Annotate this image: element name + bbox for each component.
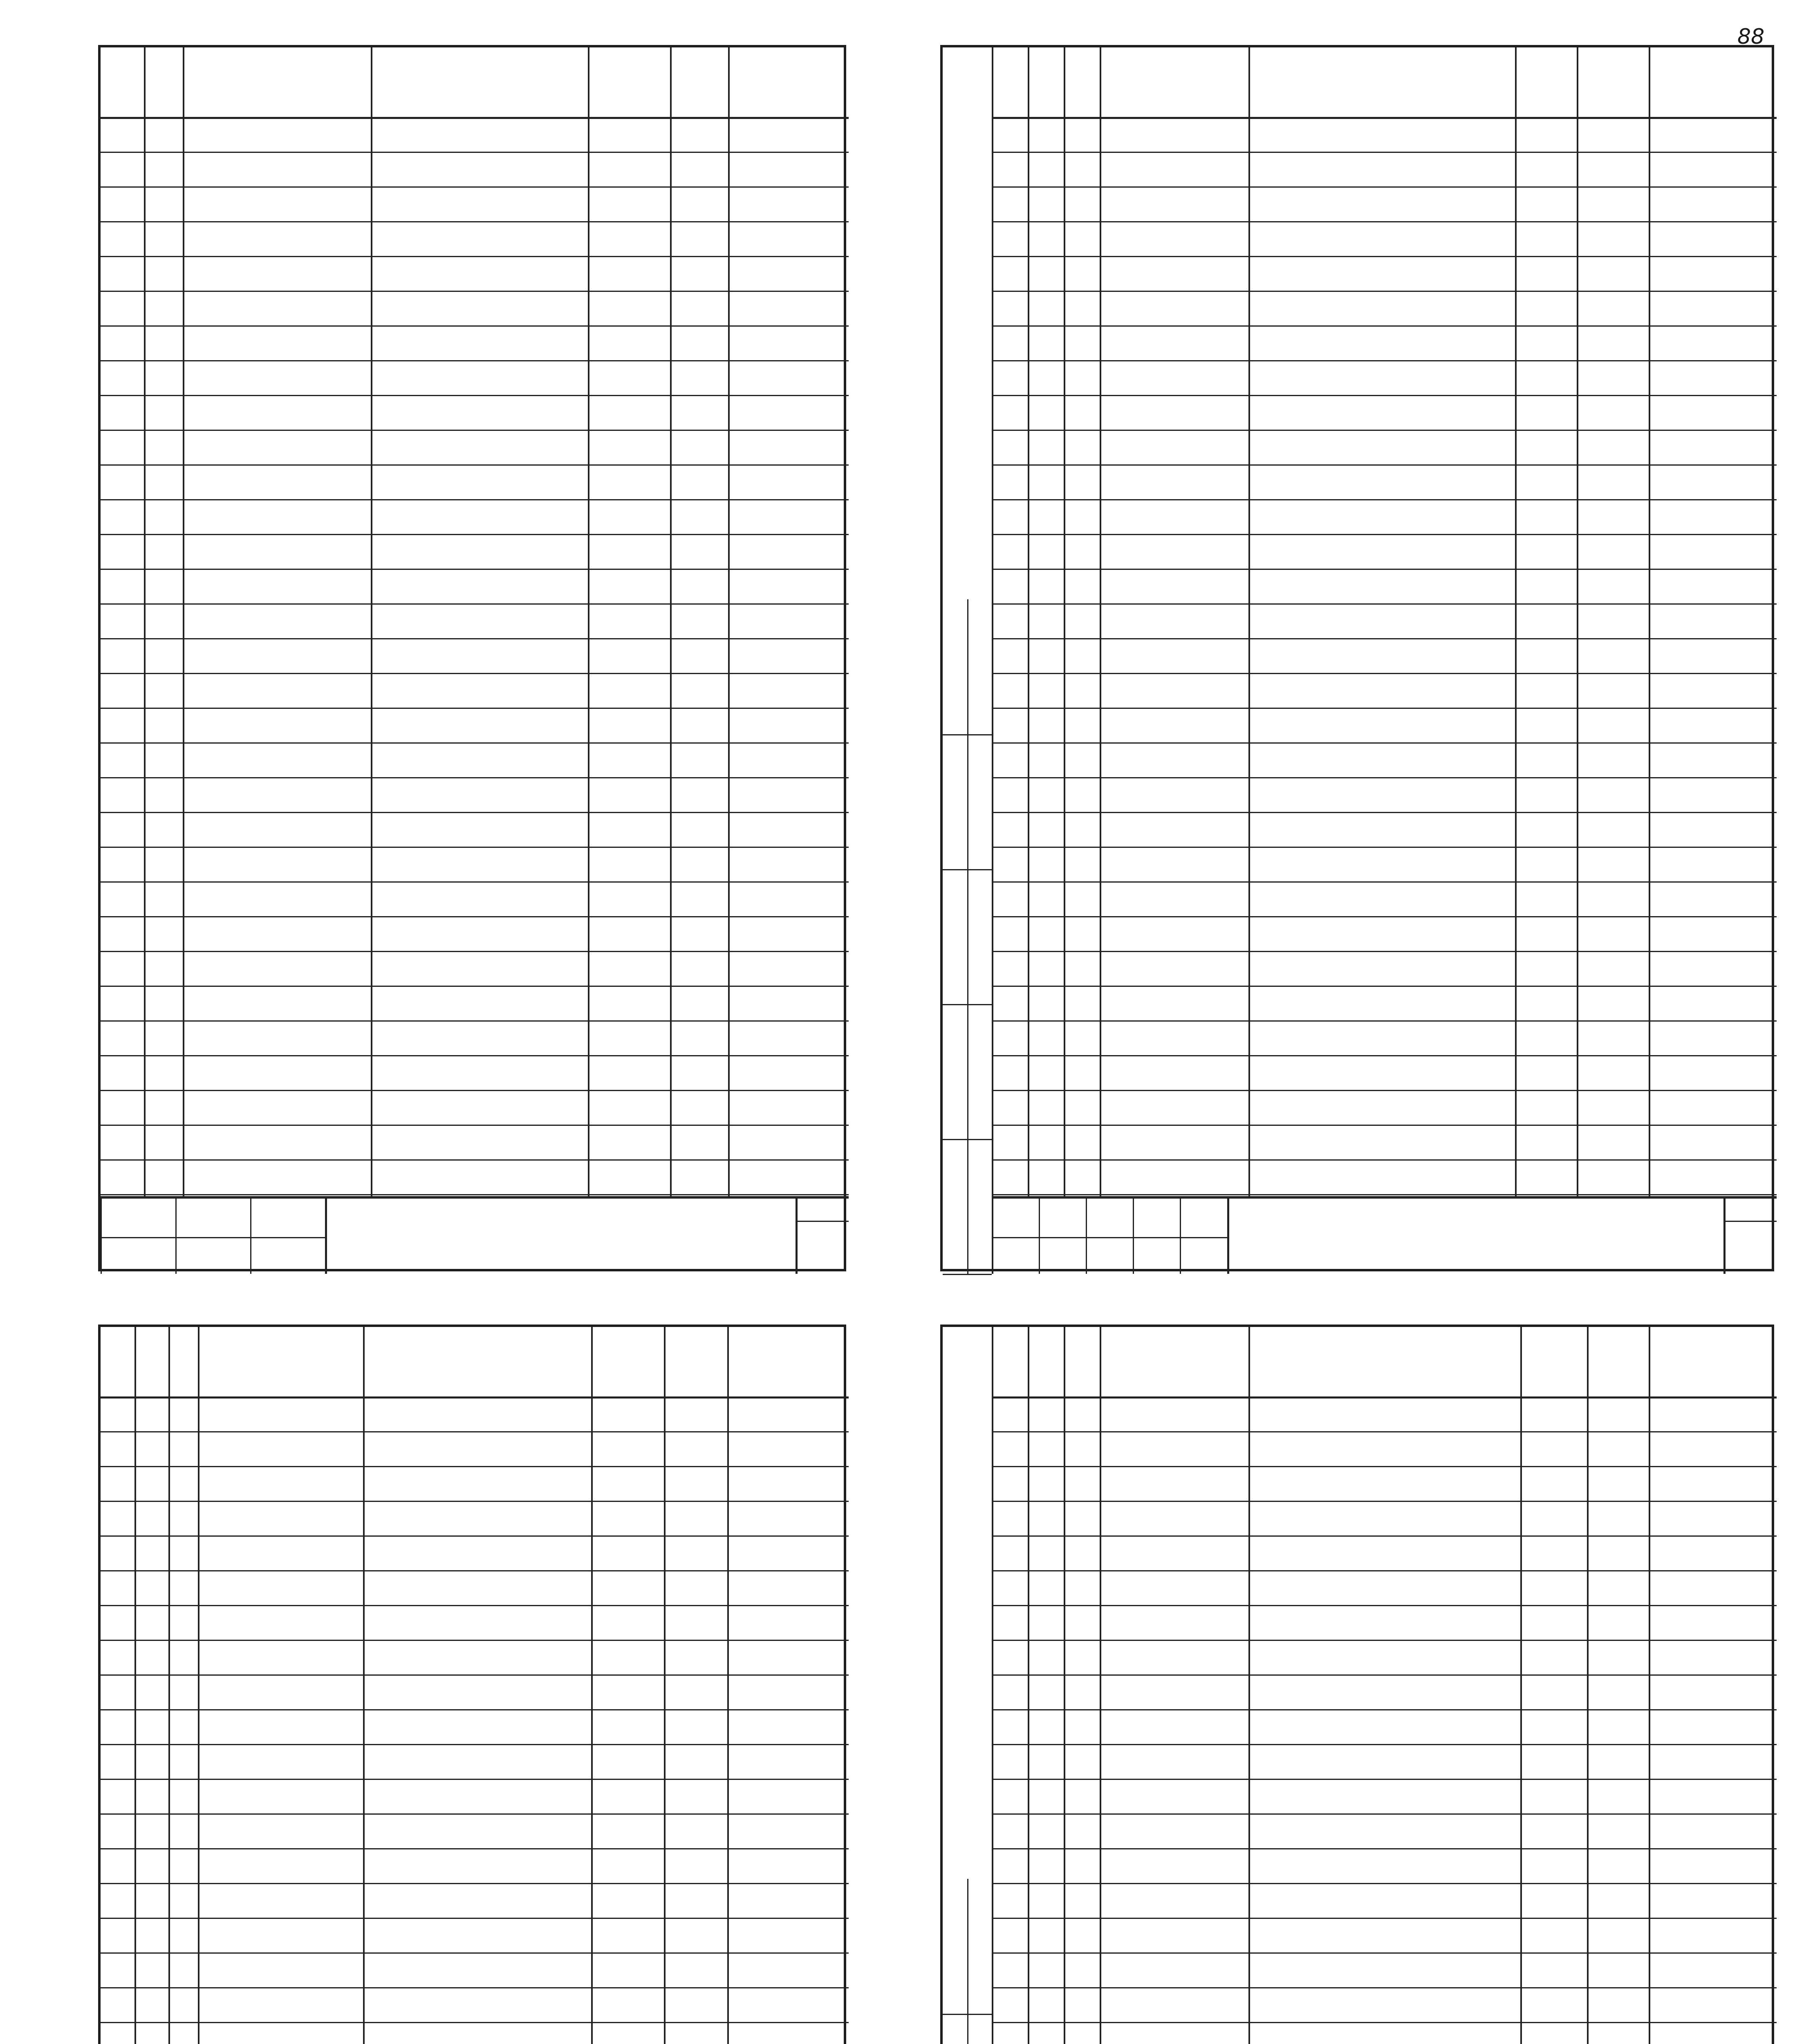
row-line bbox=[992, 708, 1777, 709]
row-line bbox=[101, 499, 849, 500]
row-line bbox=[992, 1848, 1777, 1849]
stamp-row bbox=[796, 1221, 849, 1222]
stamp-div bbox=[796, 1196, 798, 1274]
column-line bbox=[670, 47, 672, 1196]
row-line bbox=[992, 742, 1777, 744]
row-line bbox=[992, 1779, 1777, 1780]
row-line bbox=[992, 1918, 1777, 1919]
row-line bbox=[992, 812, 1777, 813]
column-line bbox=[1064, 1327, 1065, 2044]
stamp-div bbox=[1227, 1196, 1229, 1274]
row-line bbox=[992, 777, 1777, 778]
side-seg-line bbox=[943, 1139, 992, 1140]
row-line bbox=[992, 2022, 1777, 2023]
row-line bbox=[101, 1194, 849, 1195]
row-line bbox=[992, 152, 1777, 153]
row-line bbox=[101, 1709, 849, 1710]
row-line bbox=[992, 1194, 1777, 1195]
row-line bbox=[101, 708, 849, 709]
column-line bbox=[588, 47, 589, 1196]
row-line bbox=[101, 1466, 849, 1467]
row-line bbox=[992, 256, 1777, 257]
sheet-bottom-left bbox=[98, 1325, 846, 2044]
row-line bbox=[101, 1640, 849, 1641]
header-divider bbox=[101, 1396, 849, 1399]
column-line bbox=[144, 47, 146, 1196]
column-line bbox=[134, 1327, 136, 2044]
row-line bbox=[101, 256, 849, 257]
column-line bbox=[727, 1327, 729, 2044]
column-line bbox=[1100, 47, 1101, 1196]
row-line bbox=[992, 881, 1777, 883]
row-line bbox=[992, 1431, 1777, 1432]
stamp-row bbox=[992, 1237, 1227, 1238]
row-line bbox=[992, 951, 1777, 952]
row-line bbox=[101, 152, 849, 153]
sheet-top-left bbox=[98, 45, 846, 1271]
row-line bbox=[101, 430, 849, 431]
sheet-top-right bbox=[940, 45, 1774, 1271]
side-strip-border bbox=[992, 1327, 993, 2044]
row-line bbox=[101, 464, 849, 466]
row-line bbox=[101, 777, 849, 778]
row-line bbox=[101, 812, 849, 813]
side-strip-divider bbox=[967, 599, 968, 1274]
row-line bbox=[992, 395, 1777, 396]
row-line bbox=[101, 638, 849, 639]
row-line bbox=[101, 325, 849, 327]
stamp-border bbox=[101, 1196, 849, 1199]
row-line bbox=[992, 1709, 1777, 1710]
row-line bbox=[992, 291, 1777, 292]
row-line bbox=[101, 1918, 849, 1919]
row-line bbox=[992, 325, 1777, 327]
header-divider bbox=[992, 117, 1777, 119]
side-seg-line bbox=[943, 2014, 992, 2015]
column-line bbox=[1515, 47, 1517, 1196]
column-line bbox=[1649, 1327, 1650, 2044]
sheet-bottom-right bbox=[940, 1325, 1774, 2044]
row-line bbox=[992, 1570, 1777, 1571]
row-line bbox=[992, 430, 1777, 431]
stamp-div bbox=[1723, 1196, 1726, 1274]
row-line bbox=[992, 186, 1777, 188]
row-line bbox=[101, 1125, 849, 1126]
stamp-border bbox=[992, 1196, 1777, 1199]
header-divider bbox=[101, 117, 849, 119]
column-line bbox=[183, 47, 184, 1196]
row-line bbox=[992, 221, 1777, 222]
row-line bbox=[101, 1055, 849, 1056]
column-line bbox=[168, 1327, 170, 2044]
row-line bbox=[992, 1535, 1777, 1537]
column-line bbox=[1064, 47, 1065, 1196]
stamp-col bbox=[175, 1196, 177, 1274]
row-line bbox=[101, 1779, 849, 1780]
row-line bbox=[101, 1813, 849, 1815]
row-line bbox=[992, 499, 1777, 500]
row-line bbox=[992, 360, 1777, 361]
column-line bbox=[1100, 1327, 1101, 2044]
row-line bbox=[101, 1501, 849, 1502]
row-line bbox=[992, 1466, 1777, 1467]
row-line bbox=[101, 1987, 849, 1988]
stamp-col bbox=[1086, 1196, 1087, 1274]
side-strip-border bbox=[992, 47, 993, 1274]
row-line bbox=[101, 1570, 849, 1571]
column-line bbox=[1649, 47, 1650, 1196]
column-line bbox=[1248, 47, 1250, 1196]
column-line bbox=[591, 1327, 593, 2044]
row-line bbox=[992, 1605, 1777, 1606]
stamp-col bbox=[1180, 1196, 1181, 1274]
row-line bbox=[101, 603, 849, 605]
row-line bbox=[101, 847, 849, 848]
row-line bbox=[101, 534, 849, 535]
stamp-col bbox=[992, 1196, 993, 1274]
column-line bbox=[371, 47, 372, 1196]
header-divider bbox=[992, 1396, 1777, 1399]
row-line bbox=[992, 1640, 1777, 1641]
row-line bbox=[992, 1674, 1777, 1676]
stamp-col bbox=[101, 1196, 102, 1274]
row-line bbox=[101, 673, 849, 674]
row-line bbox=[992, 1501, 1777, 1502]
row-line bbox=[101, 881, 849, 883]
column-line bbox=[1248, 1327, 1250, 2044]
column-line bbox=[1577, 47, 1578, 1196]
row-line bbox=[101, 1090, 849, 1091]
row-line bbox=[992, 1090, 1777, 1091]
row-line bbox=[992, 1020, 1777, 1022]
row-line bbox=[101, 951, 849, 952]
row-line bbox=[101, 1020, 849, 1022]
stamp-row bbox=[1723, 1221, 1777, 1222]
stamp-row bbox=[101, 1237, 325, 1238]
row-line bbox=[992, 1813, 1777, 1815]
column-line bbox=[363, 1327, 365, 2044]
row-line bbox=[101, 1952, 849, 1954]
stamp-col bbox=[250, 1196, 251, 1274]
row-line bbox=[992, 1883, 1777, 1884]
stamp-div bbox=[325, 1196, 327, 1274]
row-line bbox=[101, 221, 849, 222]
row-line bbox=[101, 986, 849, 987]
row-line bbox=[101, 1431, 849, 1432]
row-line bbox=[992, 1952, 1777, 1954]
row-line bbox=[992, 916, 1777, 917]
stamp-col bbox=[1133, 1196, 1134, 1274]
row-line bbox=[992, 673, 1777, 674]
row-line bbox=[101, 1159, 849, 1161]
row-line bbox=[101, 916, 849, 917]
row-line bbox=[992, 464, 1777, 466]
stamp-col bbox=[1039, 1196, 1040, 1274]
column-line bbox=[198, 1327, 199, 2044]
row-line bbox=[992, 847, 1777, 848]
side-seg-line bbox=[943, 869, 992, 870]
column-line bbox=[728, 47, 730, 1196]
row-line bbox=[992, 1987, 1777, 1988]
row-line bbox=[992, 603, 1777, 605]
row-line bbox=[101, 186, 849, 188]
row-line bbox=[992, 569, 1777, 570]
row-line bbox=[101, 395, 849, 396]
row-line bbox=[101, 742, 849, 744]
row-line bbox=[101, 1674, 849, 1676]
column-line bbox=[1520, 1327, 1522, 2044]
row-line bbox=[101, 1883, 849, 1884]
row-line bbox=[101, 1535, 849, 1537]
row-line bbox=[992, 1055, 1777, 1056]
row-line bbox=[992, 1159, 1777, 1161]
row-line bbox=[992, 534, 1777, 535]
row-line bbox=[101, 291, 849, 292]
row-line bbox=[992, 986, 1777, 987]
column-line bbox=[1028, 1327, 1029, 2044]
row-line bbox=[101, 1848, 849, 1849]
row-line bbox=[992, 638, 1777, 639]
side-seg-line bbox=[943, 734, 992, 735]
row-line bbox=[101, 2022, 849, 2023]
row-line bbox=[101, 1605, 849, 1606]
column-line bbox=[664, 1327, 666, 2044]
row-line bbox=[101, 360, 849, 361]
row-line bbox=[992, 1744, 1777, 1745]
page-number: 88 bbox=[1737, 25, 1765, 49]
row-line bbox=[101, 1744, 849, 1745]
side-seg-line bbox=[943, 1274, 992, 1275]
side-strip-divider bbox=[967, 1879, 968, 2044]
row-line bbox=[992, 1125, 1777, 1126]
column-line bbox=[1587, 1327, 1589, 2044]
row-line bbox=[101, 569, 849, 570]
column-line bbox=[1028, 47, 1029, 1196]
side-seg-line bbox=[943, 1004, 992, 1005]
